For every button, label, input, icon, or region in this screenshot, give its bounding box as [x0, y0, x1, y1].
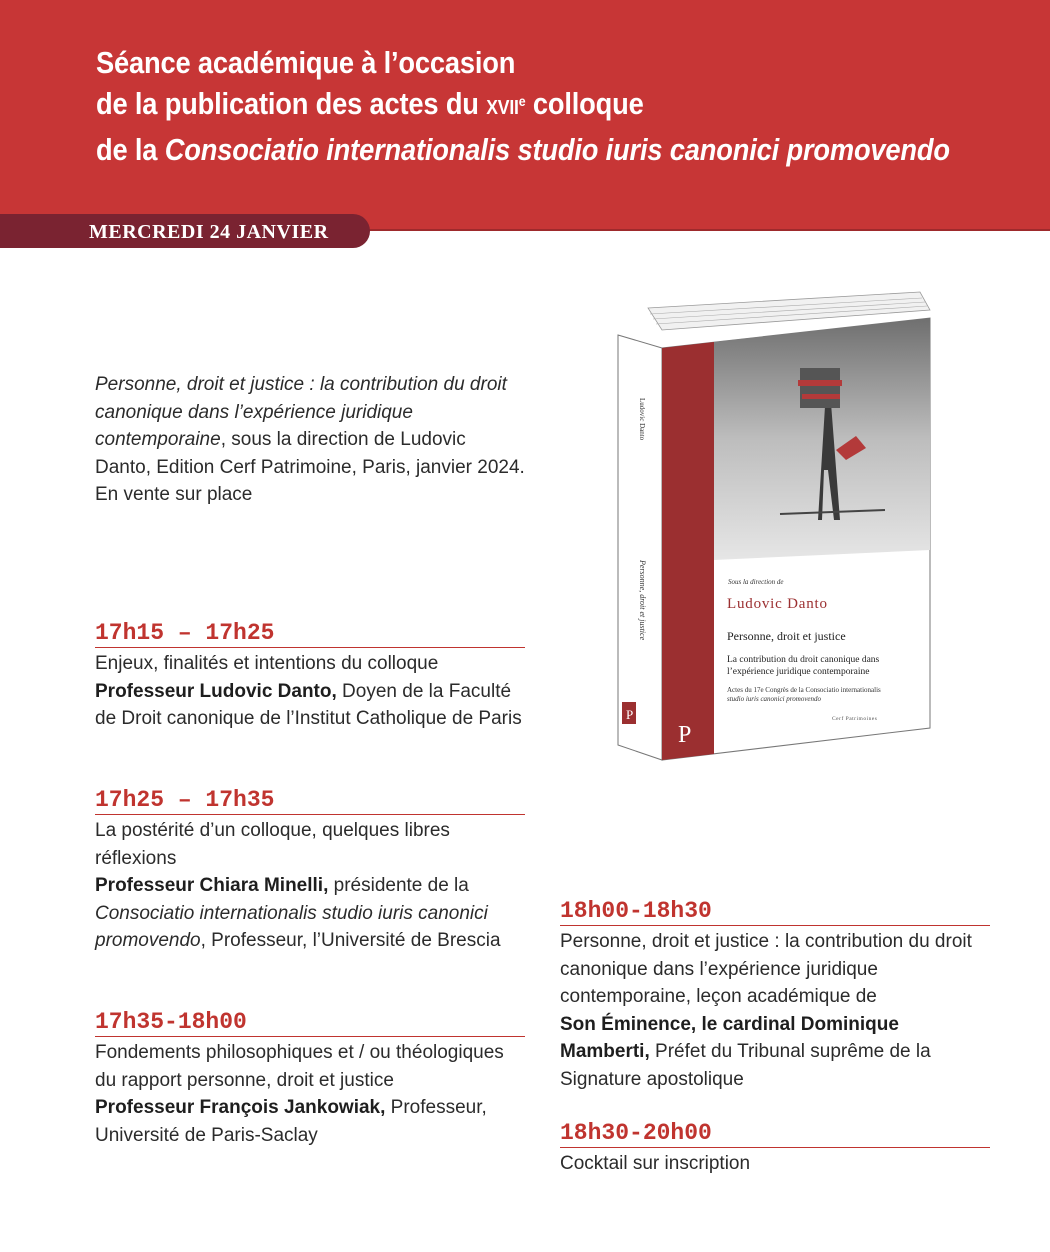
- program-item-2: [95, 786, 525, 955]
- book-title-ref: Personne, droit et justice : la contribution du droit canonique dans l’expérience juridique contemporaine: [95, 374, 507, 450]
- cover-subtitle-1: La contribution du droit canonique dans: [727, 655, 880, 665]
- title-line-2-post: colloque: [525, 86, 644, 121]
- speaker-name: Professeur Chiara Minelli,: [95, 875, 329, 896]
- book-intro: [95, 371, 525, 509]
- page-title: [96, 42, 950, 170]
- spine-title: Personne, droit et justice: [638, 560, 647, 641]
- cover-title: Personne, droit et justice: [727, 629, 846, 643]
- time-slot: 17h15 – 17h25: [95, 619, 525, 648]
- speaker-role: Préfet du Tribunal suprême de la Signature apostolique: [560, 1041, 931, 1090]
- title-line-1: Séance académique à l’occasion: [96, 45, 516, 80]
- cover-editor-label: Sous la direction de: [728, 578, 784, 586]
- speaker-name: Professeur Ludovic Danto,: [95, 680, 337, 702]
- speaker-role: Professeur, Université de Paris-Saclay: [95, 1097, 487, 1146]
- time-slot: 18h00-18h30: [560, 897, 990, 926]
- cover-acts-2: studio iuris canonici promovendo: [727, 695, 822, 703]
- speaker-role: Doyen de la Faculté de Droit canonique de l’Institut Catholique de Paris: [95, 680, 522, 729]
- cover-subtitle-2: l’expérience juridique contemporaine: [727, 667, 870, 677]
- speaker-name: Son Éminence, le cardinal Dominique Mamberti,: [560, 1013, 899, 1062]
- speaker-role-pre: présidente de la: [328, 875, 469, 896]
- topic: Personne, droit et justice : la contribution du droit canonique dans l’expérience juridique contemporaine, leçon académique de: [560, 931, 972, 1007]
- spine-author: Ludovic Danto: [638, 398, 646, 441]
- book-stack-icon: [800, 368, 840, 408]
- cover-logo: P: [678, 722, 692, 748]
- cover-publisher: Cerf Patrimoines: [832, 716, 878, 722]
- book-cover-image: [600, 290, 945, 770]
- book-details: , sous la direction de Ludovic Danto, Edition Cerf Patrimoine, Paris, janvier 2024.: [95, 429, 525, 478]
- topic: Enjeux, finalités et intentions du colloque: [95, 653, 439, 674]
- title-line-3-pre: de la: [96, 132, 165, 167]
- title-roman-numeral: XVII: [486, 97, 519, 119]
- program-item-5: [560, 1119, 990, 1178]
- title-line-2-pre: de la publication des actes du: [96, 86, 487, 121]
- program-item-4: [560, 897, 990, 1093]
- speaker-name: Professeur François Jankowiak,: [95, 1097, 386, 1118]
- program-item-1: [95, 619, 525, 733]
- topic: La postérité d’un colloque, quelques libres réflexions: [95, 820, 450, 869]
- cover-acts-1: Actes du 17e Congrès de la Consociatio internationalis: [727, 686, 881, 694]
- cover-red-band: [662, 342, 714, 760]
- title-line-3-italic: Consociatio internationalis studio iuris canonici promovendo: [164, 132, 950, 167]
- time-slot: 18h30-20h00: [560, 1119, 990, 1148]
- date-label: MERCREDI 24 JANVIER: [89, 221, 329, 243]
- time-slot: 17h35-18h00: [95, 1008, 525, 1037]
- speaker-role-italic: Consociatio internationalis studio iuris canonici promovendo: [95, 902, 488, 951]
- time-slot: 17h25 – 17h35: [95, 786, 525, 815]
- spine-logo-letter: P: [626, 707, 634, 722]
- speaker-role-post: , Professeur, l’Université de Brescia: [200, 930, 501, 951]
- topic: Cocktail sur inscription: [560, 1153, 751, 1174]
- cover-photo: [714, 318, 930, 560]
- topic: Fondements philosophiques et / ou théologiques du rapport personne, droit et justice: [95, 1042, 504, 1091]
- sale-note: En vente sur place: [95, 484, 253, 505]
- title-superscript: e: [518, 93, 526, 109]
- program-item-3: [95, 1008, 525, 1149]
- cover-author: Ludovic Danto: [727, 596, 828, 612]
